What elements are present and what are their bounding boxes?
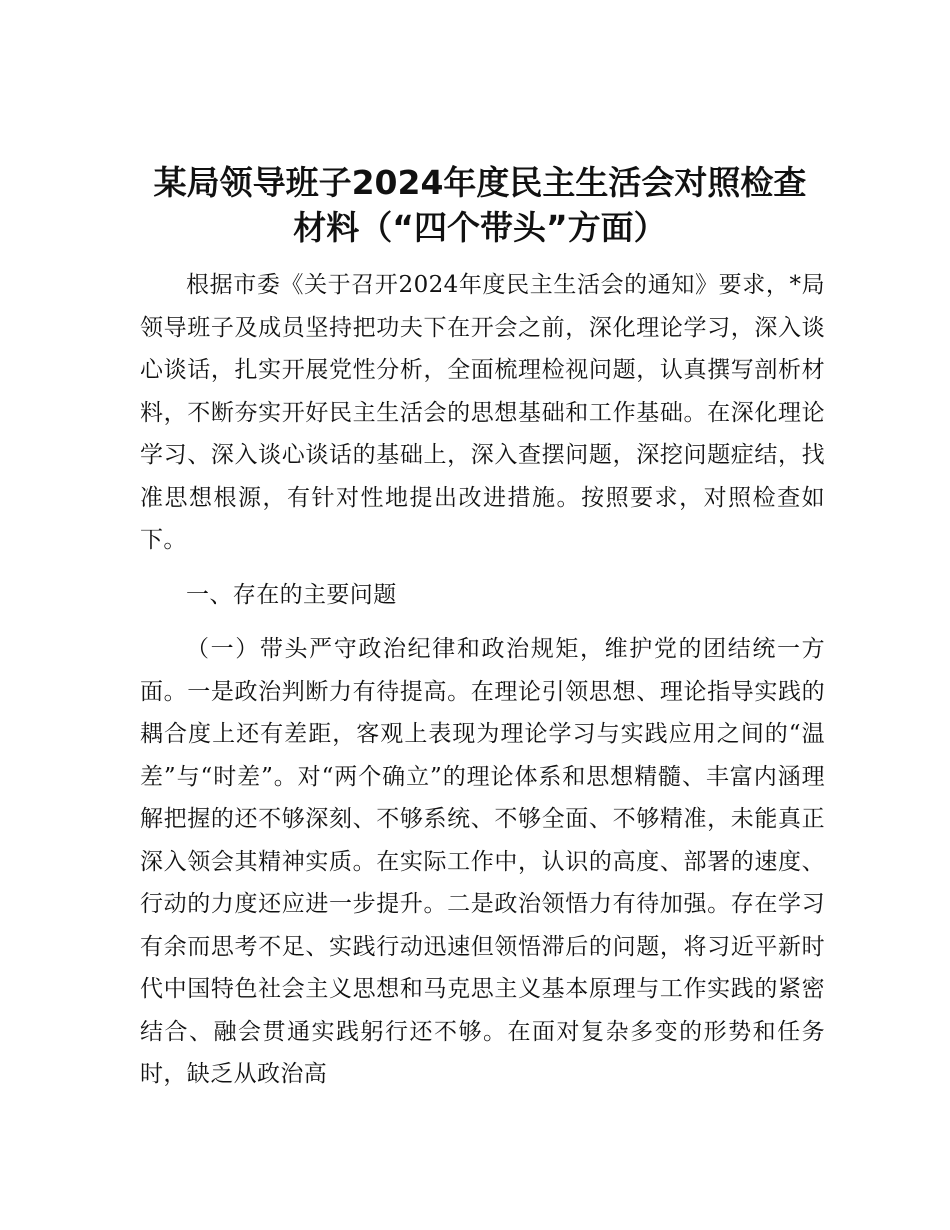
intro-paragraph: 根据市委《关于召开2024年度民主生活会的通知》要求，*局领导班子及成员坚持把功夫下在开会之前，深化理论学习，深入谈心谈话，扎实开展党性分析，全面梳理检视问题，认真撰写剖析材料，不断夯实开好民主生活会的思想基础和工作基础。在深化理论学习、深入谈心谈话的基础上，深入查摆问题，深挖问题症结，找准思想根源，有针对性地提出改进措施。按照要求，对照检查如下。	[140, 272, 825, 553]
document-title: 某局领导班子2024年度民主生活会对照检查材料（“四个带头”方面）	[153, 163, 807, 247]
issue-paragraph: （一）带头严守政治纪律和政治规矩，维护党的团结统一方面。一是政治判断力有待提高。在理论引领思想、理论指导实践的耦合度上还有差距，客观上表现为理论学习与实践应用之间的“温差”与“时差”。对“两个确立”的理论体系和思想精髓、丰富内涵理解把握的还不够深刻、不够系统、不够全面、不够精准，未能真正深入领会其精神实质。在实际工作中，认识的高度、部署的速度、行动的力度还应进一步提升。二是政治领悟力有待加强。存在学习有余而思考不足、实践行动迅速但领悟滞后的问题，将习近平新时代中国特色社会主义思想和马克思主义基本原理与工作实践的紧密结合、融会贯通实践躬行还不够。在面对复杂多变的形势和任务时，缺乏从政治高	[140, 636, 825, 1087]
document-body	[140, 264, 825, 1096]
section-heading: 一、存在的主要问题	[186, 581, 397, 608]
